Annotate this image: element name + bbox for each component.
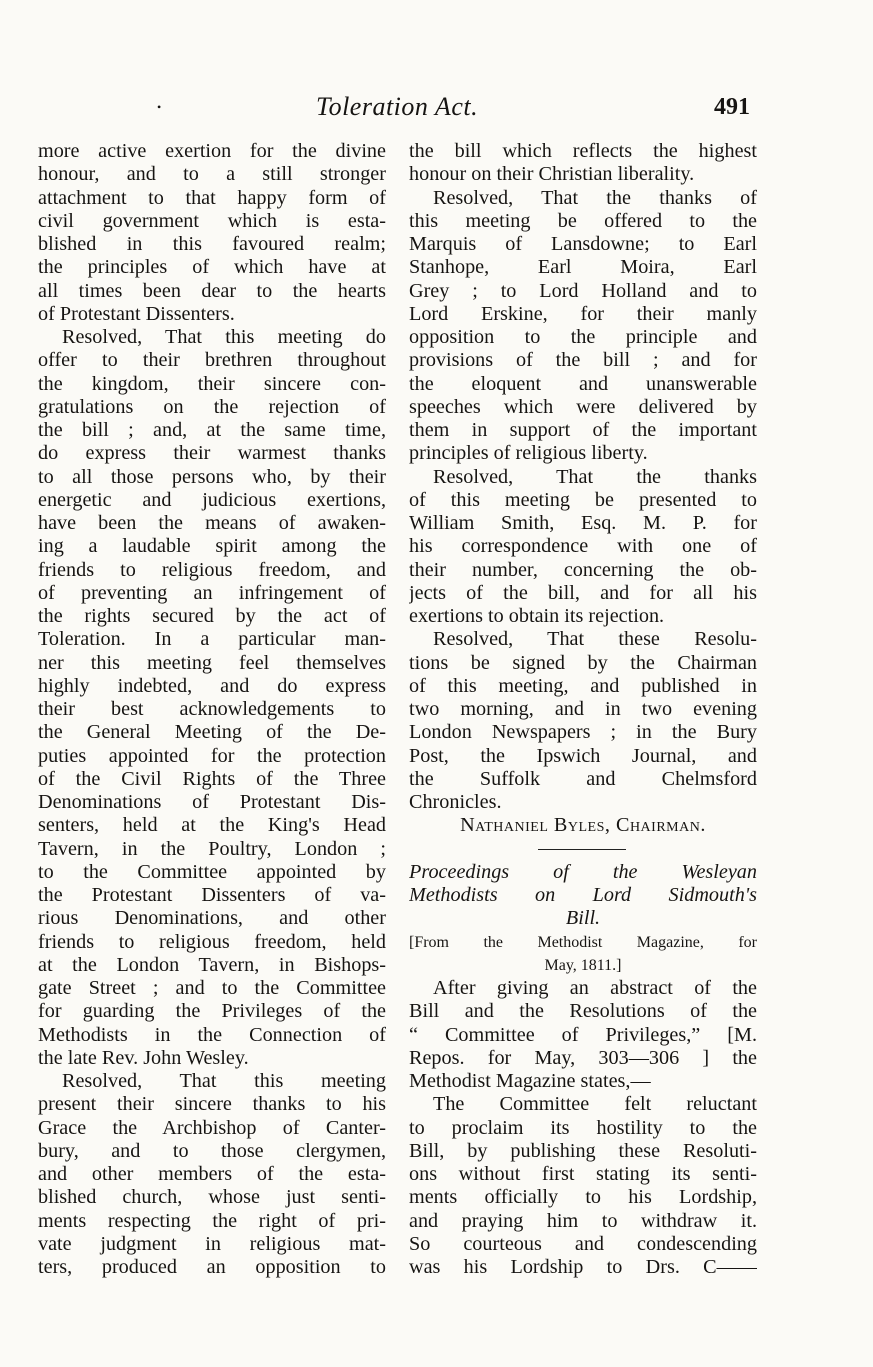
text-line: them in support of the important <box>409 419 757 441</box>
text-line: ments officially to his Lordship, <box>409 1186 757 1209</box>
text-line: So courteous and condescending <box>409 1232 757 1255</box>
text-line: ner this meeting feel themselves <box>38 651 386 674</box>
text-line: exertions to obtain its rejection. <box>409 605 665 627</box>
text-line: friends to religious freedom, and <box>38 558 386 581</box>
signature: Nathaniel Byles, Chairman. <box>460 814 706 837</box>
text-line: jects of the bill, and for all his <box>409 581 757 604</box>
text-line: the bill ; and, at the same time, <box>38 419 386 441</box>
text-line: was his Lordship to Drs. C—— <box>409 1256 757 1278</box>
text-line: “ Committee of Privileges,” [M. <box>409 1023 757 1046</box>
text-line: Post, the Ipswich Journal, and <box>409 744 757 767</box>
text-line: attachment to that happy form of <box>38 186 386 209</box>
text-line: the Suffolk and Chelmsford <box>409 767 757 790</box>
source-note-line: [From the Methodist Magazine, for <box>409 933 757 951</box>
text-line: Repos. for May, 303—306 ] the <box>409 1046 757 1069</box>
section-title-line: Methodists on Lord Sidmouth's <box>409 884 757 906</box>
text-line: the rights secured by the act of <box>38 605 386 627</box>
text-line: bury, and to those clergymen, <box>38 1139 386 1162</box>
text-line: the kingdom, their sincere con- <box>38 372 386 395</box>
text-line: the late Rev. John Wesley. <box>38 1046 249 1069</box>
header-dot: • <box>157 100 162 114</box>
section-divider <box>409 838 757 861</box>
text-line: Toleration. In a particular man- <box>38 628 386 651</box>
text-line: highly indebted, and do express <box>38 674 386 697</box>
running-title: Toleration Act. <box>316 92 479 121</box>
text-line: ters, produced an opposition to <box>38 1256 386 1278</box>
text-line: their number, concerning the ob- <box>409 558 757 581</box>
text-line: Marquis of Lansdowne; to Earl <box>409 233 757 255</box>
text-line: London Newspapers ; in the Bury <box>409 721 757 744</box>
text-line: do express their warmest thanks <box>38 442 386 465</box>
text-line: of the Civil Rights of the Three <box>38 767 386 790</box>
section-title-line: Bill. <box>565 907 601 930</box>
text-line: Resolved, That this meeting do <box>62 326 386 348</box>
text-line: honour, and to a still stronger <box>38 163 386 186</box>
text-line: principles of religious liberty. <box>409 442 648 465</box>
text-line: Stanhope, Earl Moira, Earl <box>409 256 757 279</box>
text-line: The Committee felt reluctant <box>433 1093 757 1116</box>
text-line: Bill and the Resolutions of the <box>409 1000 757 1023</box>
text-line: blished in this favoured realm; <box>38 233 386 255</box>
text-line: the principles of which have at <box>38 256 386 279</box>
text-line: vate judgment in religious mat- <box>38 1232 386 1255</box>
text-line: After giving an abstract of the <box>433 977 757 999</box>
text-line: Grace the Archbishop of Canter- <box>38 1116 386 1139</box>
text-line: of this meeting be presented to <box>409 488 757 511</box>
right-column <box>409 140 757 1279</box>
text-line: for guarding the Privileges of the <box>38 1000 386 1023</box>
text-line: Resolved, That the thanks of <box>433 186 757 209</box>
text-line: Resolved, That these Resolu- <box>433 628 757 651</box>
text-line: Tavern, in the Poultry, London ; <box>38 837 386 860</box>
text-line: Methodists in the Connection of <box>38 1023 386 1046</box>
text-line: to the Committee appointed by <box>38 860 386 883</box>
text-line: to proclaim its hostility to the <box>409 1116 757 1139</box>
text-line: this meeting be offered to the <box>409 209 757 232</box>
page-number: 491 <box>714 94 750 120</box>
text-line: at the London Tavern, in Bishops- <box>38 953 386 976</box>
text-line: of Protestant Dissenters. <box>38 302 235 325</box>
text-line: his correspondence with one of <box>409 535 757 558</box>
text-line: speeches which were delivered by <box>409 395 757 418</box>
text-line: their best acknowledgements to <box>38 698 386 720</box>
text-line: and praying him to withdraw it. <box>409 1209 757 1232</box>
text-line: gratulations on the rejection of <box>38 395 386 418</box>
text-line: to all those persons who, by their <box>38 465 386 488</box>
text-line: friends to religious freedom, held <box>38 930 386 953</box>
text-line: tions be signed by the Chairman <box>409 651 757 674</box>
page-header <box>150 92 750 128</box>
text-line: more active exertion for the divine <box>38 140 386 162</box>
text-line: have been the means of awaken- <box>38 512 386 534</box>
text-line: Chronicles. <box>409 791 502 813</box>
text-line: of preventing an infringement of <box>38 581 386 604</box>
text-line: rious Denominations, and other <box>38 907 386 930</box>
text-line: offer to their brethren throughout <box>38 349 386 372</box>
text-line: ons without first stating its senti- <box>409 1163 757 1185</box>
text-line: of this meeting, and published in <box>409 674 757 697</box>
text-line: present their sincere thanks to his <box>38 1093 386 1116</box>
text-line: honour on their Christian liberality. <box>409 163 695 186</box>
text-line: two morning, and in two evening <box>409 698 757 720</box>
text-line: energetic and judicious exertions, <box>38 488 386 511</box>
text-line: Bill, by publishing these Resoluti- <box>409 1139 757 1162</box>
section-title-line: Proceedings of the Wesleyan <box>409 860 757 883</box>
text-line: blished church, whose just senti- <box>38 1186 386 1209</box>
text-line: the bill which reflects the highest <box>409 140 757 162</box>
text-line: the Protestant Dissenters of va- <box>38 884 386 906</box>
text-line: the eloquent and unanswerable <box>409 372 757 395</box>
text-line: ments respecting the right of pri- <box>38 1209 386 1232</box>
text-line: Resolved, That the thanks <box>433 465 757 488</box>
text-line: civil government which is esta- <box>38 209 386 232</box>
text-line: Resolved, That this meeting <box>62 1070 386 1092</box>
text-line: all times been dear to the hearts <box>38 279 386 302</box>
text-line: William Smith, Esq. M. P. for <box>409 512 757 534</box>
text-line: puties appointed for the protection <box>38 744 386 767</box>
text-line: Lord Erskine, for their manly <box>409 302 757 325</box>
text-line: provisions of the bill ; and for <box>409 349 757 372</box>
text-line: senters, held at the King's Head <box>38 814 386 837</box>
left-column <box>38 140 386 1279</box>
text-line: the General Meeting of the De- <box>38 721 386 744</box>
text-line: ing a laudable spirit among the <box>38 535 386 558</box>
text-line: Methodist Magazine states,— <box>409 1070 651 1092</box>
text-line: gate Street ; and to the Committee <box>38 977 386 999</box>
source-note-line: May, 1811.] <box>544 956 622 974</box>
text-line: and other members of the esta- <box>38 1163 386 1185</box>
text-line: Denominations of Protestant Dis- <box>38 791 386 813</box>
text-line: Grey ; to Lord Holland and to <box>409 279 757 302</box>
text-line: opposition to the principle and <box>409 326 757 348</box>
